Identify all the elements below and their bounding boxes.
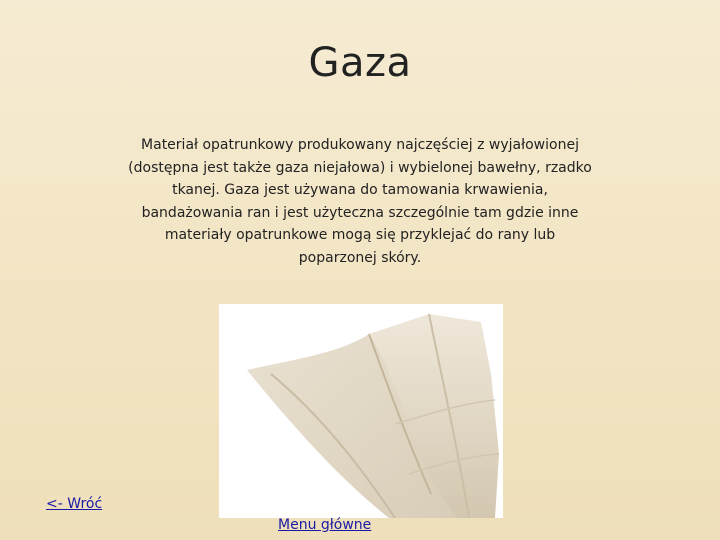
slide-title: Gaza: [308, 40, 412, 86]
main-menu-link[interactable]: Menu główne: [278, 517, 372, 533]
gauze-photo: [219, 304, 503, 518]
slide-description: Materiał opatrunkowy produkowany najczęściej z wyjałowionej (dostępna jest także gaza niejałowa) i wybielonej bawełny, rzadko tkanej. Gaza jest używana do tamowania krwawienia, bandażowania ran i jest użyteczna szczególnie tam gdzie inne materiały opatrunkowe mogą się przyklejać do rany lub poparzonej skóry.: [128, 137, 592, 266]
back-link[interactable]: <- Wróć: [46, 496, 103, 512]
gauze-photo-icon: [219, 304, 503, 518]
